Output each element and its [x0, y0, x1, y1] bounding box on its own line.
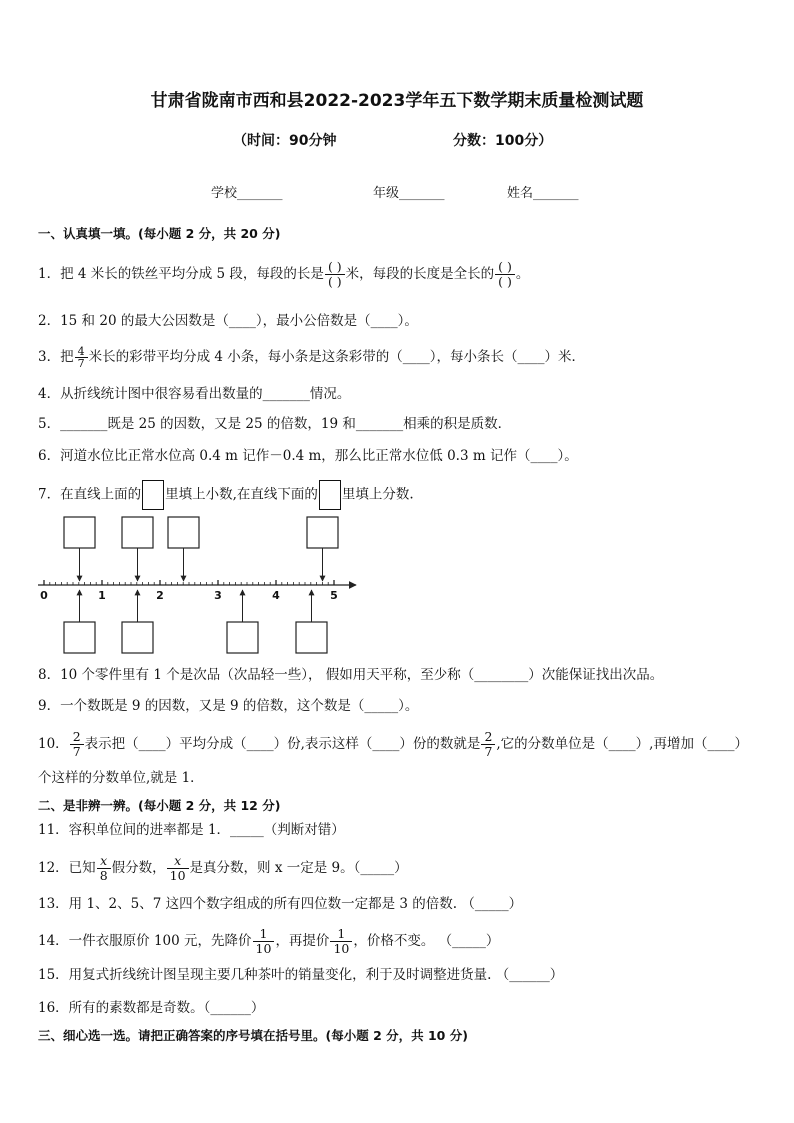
q10-text-c: ,它的分数单位是（____）,再增加（____）	[496, 736, 748, 752]
q14-frac2-numerator: 1	[330, 927, 352, 942]
q10-frac1-numerator: 2	[70, 730, 84, 745]
q3-fraction	[75, 346, 88, 369]
q1-frac2-numerator: ( )	[495, 260, 515, 275]
q1-text-c: 。	[515, 266, 530, 282]
bottom-answer-box-4	[296, 622, 327, 653]
q10-fraction-2	[481, 730, 495, 759]
question-2: 2．15 和 20 的最大公因数是（____），最小公倍数是（____）。	[38, 313, 418, 329]
q3-frac-numerator: 4	[75, 346, 88, 358]
section-heading-3: 三、细心选一选。请把正确答案的序号填在括号里。(每小题 2 分，共 10 分)	[38, 1028, 468, 1043]
tick-label: 3	[214, 589, 222, 602]
q1-text-b: 米，每段的长度是全长的	[345, 266, 495, 282]
question-10	[38, 730, 748, 759]
bottom-answer-box-1	[64, 622, 95, 653]
question-8: 8．10 个零件里有 1 个是次品（次品轻一些）， 假如用天平称，至少称（________）次能保证找出次品。	[38, 667, 664, 683]
q14-fraction-2	[330, 927, 352, 956]
q14-frac1-denominator: 10	[255, 941, 272, 956]
q14-frac2-denominator: 10	[333, 941, 350, 956]
page-title: 甘肃省陇南市西和县2022-2023学年五下数学期末质量检测试题	[150, 91, 644, 111]
q7-text-b: 里填上小数,在直线下面的	[165, 486, 318, 503]
question-14	[38, 927, 499, 956]
q10-fraction-1	[70, 730, 84, 759]
question-12	[38, 854, 408, 883]
top-answer-box-1	[64, 517, 95, 548]
q14-text-c: ，价格不变。 （_____）	[353, 933, 500, 949]
question-9: 9．一个数既是 9 的因数，又是 9 的倍数，这个数是（_____）。	[38, 698, 419, 714]
q10-frac2-numerator: 2	[481, 730, 495, 745]
bottom-answer-box-3	[227, 622, 258, 653]
question-1	[38, 260, 529, 289]
question-6: 6．河道水位比正常水位高 0.4 m 记作－0.4 m，那么比正常水位低 0.3 m 记作（____）。	[38, 448, 578, 464]
q12-frac2-numerator: x	[167, 854, 189, 869]
tick-label: 0	[40, 589, 48, 602]
tick-label: 1	[98, 589, 106, 602]
q3-text-b: 米长的彩带平均分成 4 小条，每小条是这条彩带的（____），每小条长（____）米．	[88, 349, 586, 365]
question-16: 16．所有的素数都是奇数。（______）	[38, 1000, 265, 1016]
q14-fraction-1	[253, 927, 275, 956]
q1-frac1-numerator: ( )	[325, 260, 345, 275]
q14-text-b: ，再提价	[275, 933, 330, 949]
q1-fraction-1	[325, 260, 345, 289]
q1-text-a: 1．把 4 米长的铁丝平均分成 5 段，每段的长是	[38, 266, 324, 282]
q12-fraction-2	[167, 854, 189, 883]
q12-fraction-1	[97, 854, 111, 883]
q10-text-b: 表示把（____）平均分成（____）份,表示这样（____）份的数就是	[84, 736, 481, 752]
q7-text-c: 里填上分数.	[341, 486, 414, 503]
question-5: 5．_______既是 25 的因数，又是 25 的倍数，19 和_______相乘的积是质数．	[38, 416, 512, 432]
number-line-tick-labels	[40, 589, 338, 602]
q10-frac2-denominator: 7	[484, 744, 493, 759]
grade-field: 年级_______	[373, 186, 445, 201]
question-10-continued: 个这样的分数单位,就是 1．	[38, 770, 204, 786]
question-3	[38, 346, 585, 369]
q12-text-a: 12．已知	[38, 860, 96, 876]
bottom-answer-box-2	[122, 622, 153, 653]
q3-text-a: 3．把	[38, 349, 74, 365]
top-answer-box-4	[307, 517, 338, 548]
q1-frac1-denominator: ( )	[327, 274, 342, 289]
question-15: 15．用复式折线统计图呈现主要几种茶叶的销量变化，利于及时调整进货量. （______）	[38, 967, 564, 983]
q10-text-a: 10．	[38, 736, 69, 752]
tick-label: 2	[156, 589, 164, 602]
q12-frac1-denominator: 8	[99, 868, 108, 883]
q3-frac-denominator: 7	[77, 357, 85, 370]
question-13: 13．用 1、2、5、7 这四个数字组成的所有四位数一定都是 3 的倍数. （_____）	[38, 896, 523, 912]
score-label: 分数：100分）	[453, 133, 553, 149]
tick-label: 5	[330, 589, 338, 602]
q12-frac1-numerator: x	[97, 854, 111, 869]
name-field: 姓名_______	[507, 186, 579, 201]
school-field: 学校_______	[211, 186, 283, 201]
q12-frac2-denominator: 10	[169, 868, 186, 883]
time-label: （时间：90分钟	[233, 133, 337, 149]
q7-text-a: 7．在直线上面的	[38, 486, 142, 503]
q12-text-c: 是真分数，则 x 一定是 9。（_____）	[189, 860, 408, 876]
q12-text-b: 假分数，	[111, 860, 166, 876]
number-line-minor-ticks	[44, 580, 334, 585]
top-answer-box-3	[168, 517, 199, 548]
question-7	[38, 480, 414, 510]
q10-frac1-denominator: 7	[72, 744, 81, 759]
section-heading-2: 二、是非辨一辨。(每小题 2 分，共 12 分)	[38, 798, 281, 813]
top-answer-box-2	[122, 517, 153, 548]
q1-fraction-2	[495, 260, 515, 289]
section-heading-1: 一、认真填一填。(每小题 2 分，共 20 分)	[38, 226, 281, 241]
q7-box-1	[142, 480, 164, 510]
q1-frac2-denominator: ( )	[498, 274, 512, 289]
q14-text-a: 14．一件衣服原价 100 元，先降价	[38, 933, 252, 949]
q7-box-2	[319, 480, 341, 510]
tick-label: 4	[272, 589, 280, 602]
question-4: 4．从折线统计图中很容易看出数量的_______情况。	[38, 386, 351, 402]
q14-frac1-numerator: 1	[253, 927, 275, 942]
question-11: 11．容积单位间的进率都是 1．_____（判断对错）	[38, 822, 345, 838]
